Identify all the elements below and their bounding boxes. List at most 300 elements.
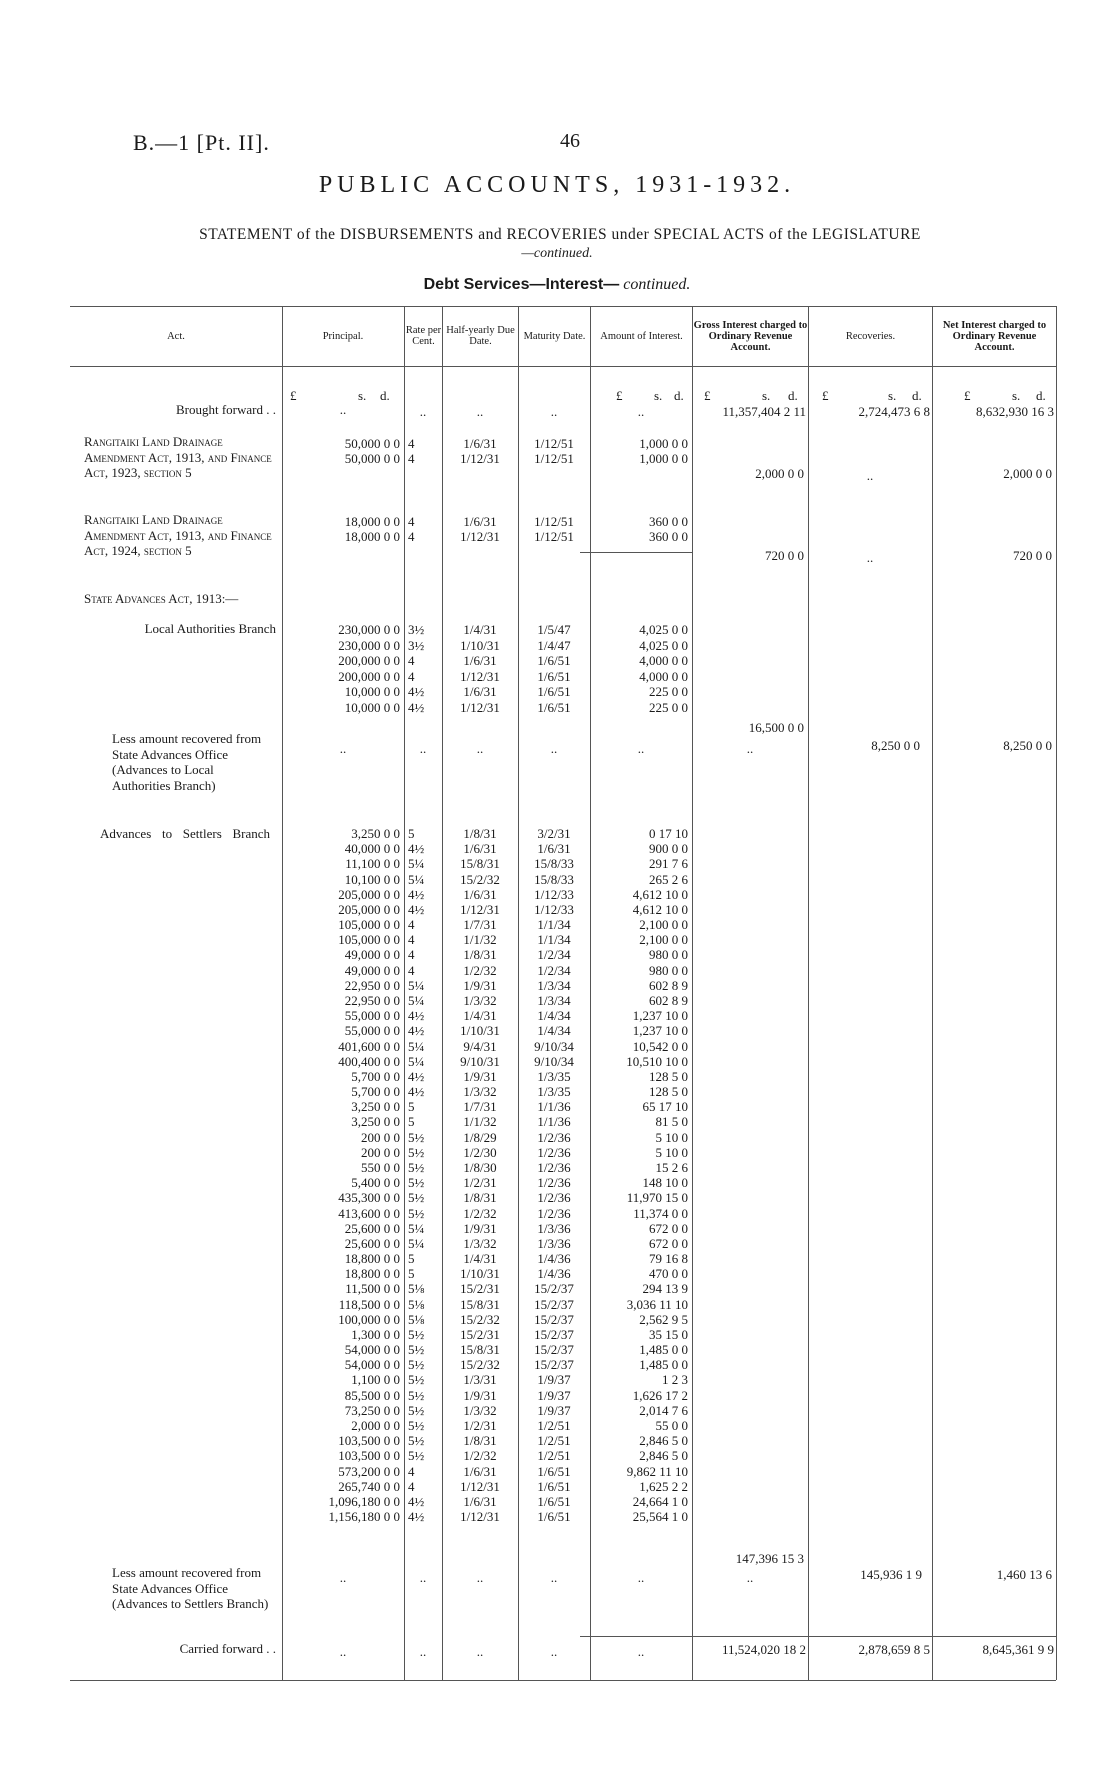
settlers-row-rate: 4½ [408,886,425,902]
local-authorities-label: Local Authorities Branch [144,621,276,636]
settlers-row-half-yearly: 1/12/31 [460,1478,500,1494]
settlers-row-amount: 291 7 6 [649,856,688,872]
settlers-row-principal: 100,000 0 0 [338,1311,400,1327]
settlers-row-half-yearly: 1/8/30 [463,1159,497,1175]
settlers-row-maturity: 1/9/37 [537,1372,571,1388]
recoveries-s-unit: s. [888,388,897,403]
local-row-maturity: 1/4/47 [537,637,571,653]
less-settlers-net: 1,460 13 6 [996,1567,1052,1582]
settlers-row-rate: 5½ [408,1357,425,1373]
local-row-half-yearly: 1/12/31 [460,700,500,715]
settlers-row-half-yearly: 1/2/32 [463,962,497,978]
carried-forward-net: 8,645,361 9 9 [982,1642,1054,1657]
act1-net: 2,000 0 0 [1003,466,1052,481]
settlers-row-half-yearly: 1/6/31 [463,886,497,902]
settlers-row-principal: 1,096,180 0 0 [328,1493,400,1509]
settlers-row-principal: 5,400 0 0 [351,1175,400,1191]
less-settlers-principal-dots: .. [339,1570,347,1585]
settlers-row-rate: 5½ [408,1326,425,1342]
settlers-row-maturity: 1/2/51 [537,1448,571,1464]
local-row-rate: 4½ [408,684,425,700]
settlers-row-principal: 3,250 0 0 [351,826,400,841]
settlers-row-maturity: 1/3/35 [537,1068,571,1084]
brought-forward-net: 8,632,930 16 3 [976,404,1054,419]
settlers-row-maturity: 1/4/36 [537,1251,571,1267]
settlers-row-half-yearly: 1/8/31 [463,826,497,841]
settlers-row-amount: 10,542 0 0 [632,1038,688,1054]
settlers-row-half-yearly: 1/10/31 [460,1023,500,1039]
settlers-row-principal: 5,700 0 0 [351,1068,400,1084]
settlers-row-maturity: 1/4/34 [537,1023,571,1039]
settlers-row-principal: 118,500 0 0 [338,1296,400,1312]
less-local-amount-dots: .. [637,741,645,756]
statement-heading: STATEMENT of the DISBURSEMENTS and RECOVERIES under SPECIAL ACTS of the LEGISLATURE [199,226,921,243]
settlers-row-half-yearly: 1/2/31 [463,1175,497,1191]
less-settlers-rate-dots: .. [419,1570,427,1585]
settlers-row-maturity: 3/2/31 [537,826,571,841]
less-local-half-dots: .. [476,741,484,756]
settlers-row-half-yearly: 1/9/31 [463,1387,497,1403]
act2-row-maturity: 1/12/51 [534,514,574,529]
settlers-row-rate: 5½ [408,1387,425,1403]
settlers-row-amount: 672 0 0 [649,1235,688,1251]
settlers-row-amount: 602 8 9 [649,977,688,993]
settlers-row-maturity: 15/2/37 [534,1296,574,1312]
act1-row-maturity: 1/12/51 [534,450,574,466]
amount-s-unit: s. [654,388,663,403]
settlers-row-half-yearly: 1/3/32 [463,1402,497,1418]
settlers-row-maturity: 15/8/33 [534,871,574,887]
settlers-row-rate: 5 [408,1251,415,1267]
settlers-row-principal: 22,950 0 0 [344,977,400,993]
settlers-row-rate: 5¼ [408,871,425,887]
settlers-row-amount: 2,846 5 0 [639,1433,688,1449]
settlers-row-rate: 5½ [408,1418,425,1434]
settlers-row-amount: 980 0 0 [649,947,688,963]
settlers-row-rate: 4½ [408,901,425,917]
settlers-row-rate: 5 [408,826,415,841]
settlers-row-amount: 1,626 17 2 [632,1387,688,1403]
settlers-row-principal: 103,500 0 0 [338,1448,400,1464]
settlers-row-half-yearly: 1/1/32 [463,932,497,948]
settlers-row-rate: 5½ [408,1190,425,1206]
local-row-rate: 3½ [408,637,425,653]
act-label-rangitaiki-1923: Rangitaiki Land Drainage Amendment Act, 1913, and Finance Act, 1923, section 5 [84,434,272,480]
settlers-row-half-yearly: 1/3/32 [463,1084,497,1100]
settlers-row-maturity: 1/3/36 [537,1235,571,1251]
settlers-row-maturity: 15/2/37 [534,1311,574,1327]
settlers-row-principal: 103,500 0 0 [338,1433,400,1449]
carried-forward-principal-dots: .. [339,1644,347,1659]
settlers-row-amount: 24,664 1 0 [632,1493,688,1509]
settlers-row-half-yearly: 1/4/31 [463,1251,497,1267]
settlers-row-half-yearly: 9/4/31 [463,1038,497,1054]
col-rule-2 [404,306,405,1680]
settlers-row-amount: 128 5 0 [649,1068,688,1084]
settlers-row-rate: 5 [408,1114,415,1130]
settlers-row-principal: 10,100 0 0 [344,871,400,887]
act1-row-rate: 4 [408,436,415,451]
settlers-row-maturity: 1/12/33 [534,901,574,917]
brought-forward-label: Brought forward . . [175,402,276,417]
settlers-row-half-yearly: 1/9/31 [463,1068,497,1084]
less-settlers-maturity-dots: .. [550,1570,558,1585]
settlers-row-maturity: 1/3/34 [537,992,571,1008]
act1-row-principal: 50,000 0 0 [344,436,400,451]
settlers-row-half-yearly: 1/1/32 [463,1114,497,1130]
page-number: 46 [560,130,580,152]
settlers-row-rate: 5½ [408,1342,425,1358]
local-row-rate: 4 [408,653,415,669]
act1-gross: 2,000 0 0 [755,466,804,481]
local-row-amount: 4,000 0 0 [639,668,688,684]
carried-forward-rate-dots: .. [419,1644,427,1659]
settlers-row-half-yearly: 15/8/31 [460,1342,500,1358]
settlers-row-amount: 672 0 0 [649,1220,688,1236]
settlers-row-rate: 5½ [408,1205,425,1221]
settlers-row-maturity: 1/2/36 [537,1144,571,1160]
less-local-label: Less amount recovered from State Advances Office (Advances to Local Authorities Branch) [112,731,262,793]
act1-row-half-yearly: 1/12/31 [460,450,500,466]
settlers-row-amount: 81 5 0 [655,1114,688,1130]
settlers-row-principal: 73,250 0 0 [344,1402,400,1418]
settlers-row-amount: 128 5 0 [649,1084,688,1100]
local-row-half-yearly: 1/6/31 [463,653,497,669]
less-local-maturity-dots: .. [550,741,558,756]
settlers-row-maturity: 1/2/34 [537,947,571,963]
subtotal-rule-act2 [580,552,692,553]
local-row-half-yearly: 1/4/31 [463,622,497,637]
settlers-row-rate: 4 [408,917,415,933]
settlers-row-maturity: 1/2/34 [537,962,571,978]
act-label-state-advances: State Advances Act, 1913:— [84,591,239,606]
settlers-row-rate: 5½ [408,1144,425,1160]
net-s-unit: s. [1012,388,1021,403]
act2-net: 720 0 0 [1013,548,1052,563]
local-row-half-yearly: 1/12/31 [460,668,500,684]
settlers-row-rate: 5½ [408,1402,425,1418]
settlers-row-rate: 5½ [408,1159,425,1175]
settlers-row-amount: 11,374 0 0 [633,1205,688,1221]
settlers-row-maturity: 1/4/34 [537,1008,571,1024]
less-settlers-half-dots: .. [476,1570,484,1585]
local-row-maturity: 1/6/51 [537,684,571,700]
settlers-row-amount: 10,510 10 0 [626,1053,688,1069]
settlers-row-rate: 5¼ [408,1053,425,1069]
less-local-net: 8,250 0 0 [1003,738,1052,753]
local-row-amount: 4,025 0 0 [639,622,688,637]
page-title: PUBLIC ACCOUNTS, 1931-1932. [318,172,796,198]
settlers-row-half-yearly: 1/3/31 [463,1372,497,1388]
settlers-row-maturity: 1/6/51 [537,1478,571,1494]
settlers-row-rate: 4½ [408,1493,425,1509]
col-rule-9 [1056,306,1057,1680]
settlers-row-half-yearly: 1/12/31 [460,901,500,917]
settlers-row-half-yearly: 1/12/31 [460,1509,500,1525]
settlers-row-amount: 980 0 0 [649,962,688,978]
settlers-row-principal: 401,600 0 0 [338,1038,400,1054]
settlers-row-half-yearly: 1/6/31 [463,841,497,857]
settlers-row-rate: 5¼ [408,1220,425,1236]
settlers-row-rate: 5⅛ [408,1311,425,1327]
local-authorities-gross: 16,500 0 0 [748,720,804,735]
settlers-row-rate: 5¼ [408,856,425,872]
settlers-row-amount: 1,237 10 0 [632,1008,688,1024]
act2-row-amount: 360 0 0 [649,514,688,529]
settlers-row-half-yearly: 1/8/31 [463,1190,497,1206]
col-header-recoveries: Recoveries. [845,330,896,342]
settlers-row-half-yearly: 1/2/31 [463,1418,497,1434]
settlers-row-amount: 294 13 9 [642,1281,688,1297]
recoveries-pound-unit: £ [822,388,829,403]
brought-forward-half-dots: .. [476,404,484,419]
less-local-rate-dots: .. [419,741,427,756]
settlers-row-principal: 11,500 0 0 [345,1281,400,1297]
settlers-row-principal: 205,000 0 0 [338,886,400,902]
act1-row-amount: 1,000 0 0 [639,450,688,466]
local-row-maturity: 1/6/51 [537,668,571,684]
settlers-row-principal: 22,950 0 0 [344,992,400,1008]
settlers-row-rate: 4 [408,1478,415,1494]
settlers-row-principal: 400,400 0 0 [338,1053,400,1069]
settlers-row-principal: 550 0 0 [361,1159,400,1175]
carried-forward-recoveries: 2,878,659 8 5 [858,1642,930,1657]
settlers-row-amount: 900 0 0 [649,841,688,857]
local-row-rate: 4 [408,668,415,684]
settlers-branch-label: Advances to Settlers Branch [100,826,270,841]
settlers-row-amount: 9,862 11 10 [626,1463,688,1479]
less-local-gross-dots: .. [746,741,754,756]
settlers-row-rate: 5½ [408,1129,425,1145]
settlers-row-rate: 5½ [408,1448,425,1464]
settlers-row-principal: 54,000 0 0 [344,1342,400,1358]
settlers-row-principal: 2,000 0 0 [351,1418,400,1434]
settlers-row-maturity: 1/6/31 [537,841,571,857]
brought-forward-recoveries: 2,724,473 6 8 [858,404,930,419]
settlers-row-maturity: 1/1/34 [537,917,571,933]
act2-row-rate: 4 [408,514,415,529]
settlers-row-half-yearly: 15/8/31 [460,1296,500,1312]
col-rule-5 [590,306,591,1680]
settlers-row-principal: 200 0 0 [361,1129,400,1145]
settlers-row-principal: 3,250 0 0 [351,1099,400,1115]
settlers-row-maturity: 1/6/51 [537,1493,571,1509]
principal-d-unit: d. [380,388,390,403]
carried-forward-amount-dots: .. [637,1644,645,1659]
settlers-row-maturity: 1/2/36 [537,1159,571,1175]
settlers-row-maturity: 1/1/36 [537,1099,571,1115]
settlers-row-principal: 25,600 0 0 [344,1220,400,1236]
settlers-row-principal: 1,100 0 0 [351,1372,400,1388]
settlers-row-principal: 3,250 0 0 [351,1114,400,1130]
settlers-row-principal: 11,100 0 0 [345,856,400,872]
brought-forward-maturity-dots: .. [550,404,558,419]
carried-forward-rule [580,1636,1056,1637]
carried-forward-maturity-dots: .. [550,1644,558,1659]
settlers-row-amount: 1,625 2 2 [639,1478,688,1494]
local-row-amount: 225 0 0 [649,700,688,715]
settlers-row-half-yearly: 1/7/31 [463,1099,497,1115]
settlers-row-half-yearly: 1/4/31 [463,1008,497,1024]
brought-forward-principal-dots: .. [339,402,347,417]
settlers-row-principal: 1,300 0 0 [351,1326,400,1342]
settlers-row-half-yearly: 1/6/31 [463,1463,497,1479]
section-title [0,276,1114,294]
local-row-maturity: 1/5/47 [537,622,571,637]
settlers-gross: 147,396 15 3 [735,1551,804,1566]
local-row-maturity: 1/6/51 [537,700,571,715]
carried-forward-gross: 11,524,020 18 2 [721,1642,806,1657]
settlers-row-half-yearly: 1/9/31 [463,1220,497,1236]
settlers-row-rate: 4½ [408,1008,425,1024]
local-row-rate: 4½ [408,700,425,715]
settlers-row-principal: 205,000 0 0 [338,901,400,917]
settlers-row-maturity: 1/4/36 [537,1266,571,1282]
settlers-row-maturity: 15/2/37 [534,1281,574,1297]
settlers-row-maturity: 1/2/36 [537,1129,571,1145]
settlers-row-half-yearly: 1/2/32 [463,1448,497,1464]
less-local-recoveries: 8,250 0 0 [871,738,920,753]
carried-forward-label: Carried forward . . [179,1641,276,1656]
amount-d-unit: d. [674,388,684,403]
settlers-row-principal: 413,600 0 0 [338,1205,400,1221]
settlers-row-half-yearly: 1/2/30 [463,1144,497,1160]
act2-row-principal: 18,000 0 0 [344,514,400,529]
col-header-gross: Gross Interest charged to Ordinary Revenue Account. [693,319,808,353]
settlers-row-rate: 4 [408,962,415,978]
col-header-rate: Rate per Cent. [405,325,442,347]
settlers-row-principal: 40,000 0 0 [344,841,400,857]
local-row-maturity: 1/6/51 [537,653,571,669]
settlers-row-principal: 55,000 0 0 [344,1008,400,1024]
settlers-row-amount: 4,612 10 0 [632,886,688,902]
settlers-row-principal: 200 0 0 [361,1144,400,1160]
settlers-row-principal: 435,300 0 0 [338,1190,400,1206]
recoveries-d-unit: d. [912,388,922,403]
settlers-row-principal: 5,700 0 0 [351,1084,400,1100]
act2-gross: 720 0 0 [765,548,804,563]
less-settlers-amount-dots: .. [637,1570,645,1585]
settlers-row-principal: 265,740 0 0 [338,1478,400,1494]
settlers-row-maturity: 1/2/51 [537,1433,571,1449]
settlers-row-amount: 55 0 0 [655,1418,688,1434]
settlers-row-maturity: 1/2/36 [537,1190,571,1206]
settlers-row-amount: 0 17 10 [649,826,688,841]
section-title-text: Debt Services—Interest— [423,276,620,293]
local-row-principal: 200,000 0 0 [338,668,400,684]
settlers-row-rate: 4½ [408,1068,425,1084]
settlers-row-amount: 65 17 10 [642,1099,688,1115]
settlers-row-rate: 5½ [408,1175,425,1191]
settlers-row-maturity: 9/10/34 [534,1053,574,1069]
act-label-rangitaiki-1924: Rangitaiki Land Drainage Amendment Act, 1913, and Finance Act, 1924, section 5 [84,512,272,558]
act1-recoveries-dots: .. [866,468,874,483]
settlers-row-rate: 4½ [408,1023,425,1039]
settlers-row-amount: 3,036 11 10 [626,1296,688,1312]
gross-s-unit: s. [762,388,771,403]
less-settlers-gross-dots: .. [746,1570,754,1585]
local-row-principal: 230,000 0 0 [338,622,400,637]
settlers-row-maturity: 1/2/36 [537,1175,571,1191]
local-row-principal: 10,000 0 0 [344,700,400,715]
settlers-row-maturity: 15/2/37 [534,1326,574,1342]
settlers-row-amount: 470 0 0 [649,1266,688,1282]
settlers-row-half-yearly: 15/2/32 [460,1311,500,1327]
settlers-row-half-yearly: 15/2/31 [460,1326,500,1342]
act1-row-amount: 1,000 0 0 [639,436,688,451]
settlers-row-rate: 4 [408,1463,415,1479]
settlers-row-maturity: 1/3/36 [537,1220,571,1236]
principal-s-unit: s. [358,388,367,403]
act2-row-rate: 4 [408,528,415,544]
settlers-row-maturity: 15/2/37 [534,1342,574,1358]
settlers-row-rate: 5¼ [408,1038,425,1054]
act2-row-half-yearly: 1/6/31 [463,514,497,529]
settlers-row-maturity: 1/2/51 [537,1418,571,1434]
settlers-row-half-yearly: 1/8/29 [463,1129,497,1145]
settlers-row-rate: 5⅛ [408,1296,425,1312]
settlers-row-maturity: 1/9/37 [537,1387,571,1403]
act2-row-principal: 18,000 0 0 [344,528,400,544]
settlers-row-principal: 573,200 0 0 [338,1463,400,1479]
less-settlers-label: Less amount recovered from State Advances Office (Advances to Settlers Branch) [112,1565,269,1611]
table-top-rule [70,306,1056,307]
local-row-principal: 230,000 0 0 [338,637,400,653]
settlers-row-principal: 54,000 0 0 [344,1357,400,1373]
settlers-row-principal: 105,000 0 0 [338,917,400,933]
act2-row-half-yearly: 1/12/31 [460,528,500,544]
settlers-row-half-yearly: 9/10/31 [460,1053,500,1069]
settlers-row-amount: 2,014 7 6 [639,1402,688,1418]
brought-forward-amount-dots: .. [637,404,645,419]
settlers-row-maturity: 1/12/33 [534,886,574,902]
settlers-row-half-yearly: 1/8/31 [463,947,497,963]
local-row-half-yearly: 1/10/31 [460,637,500,653]
settlers-row-maturity: 1/1/36 [537,1114,571,1130]
settlers-row-principal: 25,600 0 0 [344,1235,400,1251]
settlers-row-rate: 5¼ [408,977,425,993]
local-row-rate: 3½ [408,622,425,637]
principal-pound-unit: £ [290,388,297,403]
settlers-row-rate: 4½ [408,1509,425,1525]
amount-pound-unit: £ [616,388,623,403]
settlers-row-rate: 5 [408,1266,415,1282]
settlers-row-rate: 5 [408,1099,415,1115]
settlers-row-amount: 4,612 10 0 [632,901,688,917]
settlers-row-half-yearly: 15/2/32 [460,871,500,887]
local-row-amount: 4,000 0 0 [639,653,688,669]
section-continued: continued. [623,276,691,293]
settlers-row-maturity: 1/6/51 [537,1509,571,1525]
settlers-row-maturity: 1/2/36 [537,1205,571,1221]
settlers-row-principal: 49,000 0 0 [344,947,400,963]
settlers-row-maturity: 1/3/35 [537,1084,571,1100]
settlers-row-amount: 1 2 3 [662,1372,688,1388]
settlers-row-rate: 4½ [408,1084,425,1100]
carried-forward-half-dots: .. [476,1644,484,1659]
local-row-principal: 10,000 0 0 [344,684,400,700]
settlers-row-rate: 5½ [408,1372,425,1388]
col-header-act: Act. [167,330,185,342]
settlers-row-principal: 105,000 0 0 [338,932,400,948]
less-settlers-recoveries: 145,936 1 9 [860,1567,922,1582]
settlers-row-maturity: 1/6/51 [537,1463,571,1479]
settlers-row-amount: 79 16 8 [649,1251,688,1267]
local-row-half-yearly: 1/6/31 [463,684,497,700]
settlers-row-maturity: 15/2/37 [534,1357,574,1373]
settlers-row-half-yearly: 15/2/32 [460,1357,500,1373]
settlers-row-principal: 18,800 0 0 [344,1266,400,1282]
